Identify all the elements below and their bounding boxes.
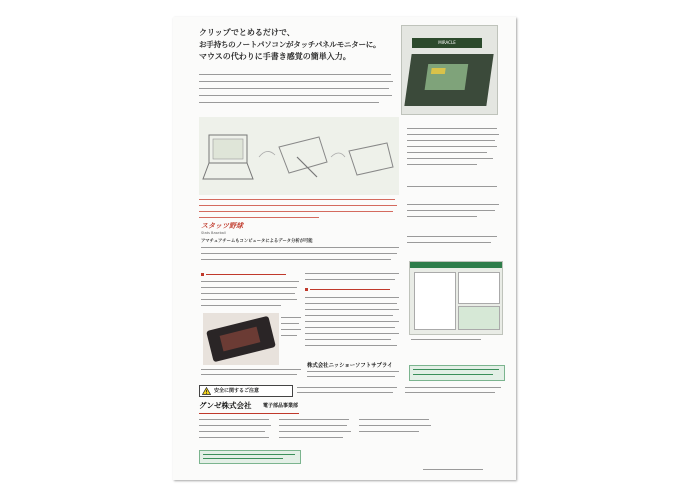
- spec-column: [405, 119, 503, 259]
- company-nisshou: 株式会社ニッショーソフトサプライ: [307, 363, 393, 369]
- tablet-photo: [203, 313, 279, 365]
- section-stats-subtitle: Stats Baseball: [201, 231, 226, 235]
- product-device: [404, 54, 493, 106]
- headline-line3: マウスの代わりに手書き感覚の簡単入力。: [199, 52, 351, 61]
- product-box-label: MIRACLE: [412, 38, 482, 48]
- software-screenshot: [409, 261, 503, 335]
- company-gunze: グンゼ株式会社: [199, 401, 252, 410]
- safety-notice-box: [199, 385, 293, 397]
- section-stats-title: スタッツ野球: [201, 222, 243, 230]
- section-stats-tagline: アマチュアチームもコンピュータによるデータ分析が可能: [201, 239, 313, 244]
- contact-box: [409, 365, 505, 381]
- safety-notice-text: 安全に関するご注意: [214, 388, 260, 394]
- gunze-contacts: [199, 419, 499, 449]
- tablet-caption: [281, 317, 303, 357]
- gunze-dept: 電子部品事業部: [263, 403, 299, 409]
- intro-text: [199, 72, 394, 112]
- stats-text: [201, 247, 401, 269]
- flyer-page: [173, 17, 516, 480]
- gunze-url-box: [199, 450, 301, 464]
- usage-illustration: [199, 117, 399, 195]
- warning-icon: [202, 387, 211, 395]
- headline-line1: クリップでとめるだけで、: [199, 28, 295, 37]
- headline-line2: お手持ちのノートパソコンがタッチパネルモニターに。: [199, 40, 381, 49]
- middle-text: [305, 273, 401, 373]
- illustration-panel: [199, 117, 399, 195]
- product-photo: [401, 25, 498, 115]
